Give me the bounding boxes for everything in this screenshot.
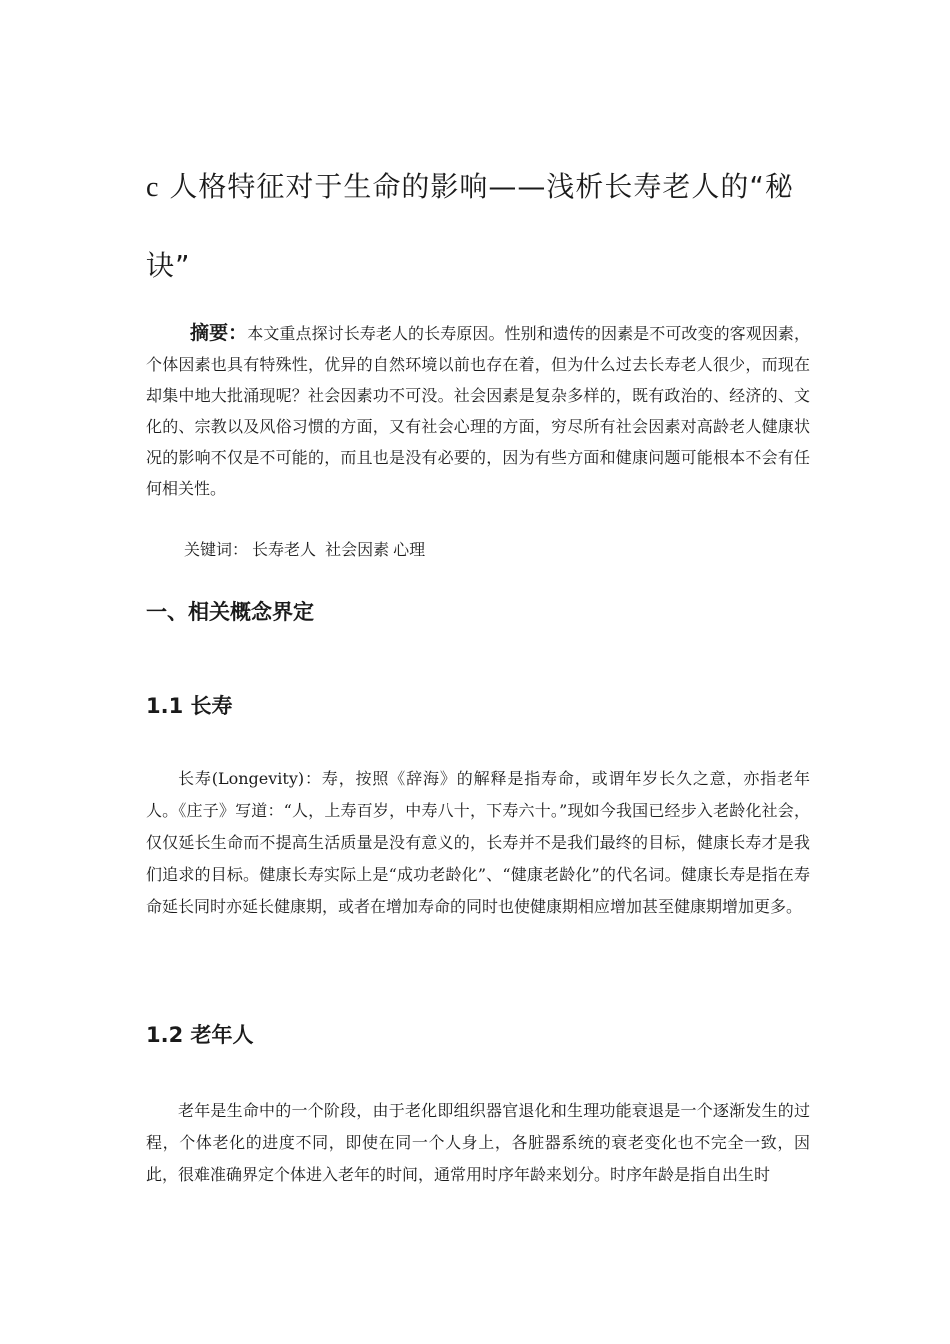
abstract-text: 本文重点探讨长寿老人的长寿原因。性别和遗传的因素是不可改变的客观因素，个体因素也具有特殊性，优异的自然环境以前也存在着，但为什么过去长寿老人很少，而现在却集中地大批涌现呢？社会因素功不可没。社会因素是复杂多样的，既有政治的、经济的、文化的、宗教以及风俗习惯的方面，又有社会心理的方面，穷尽所有社会因素对高龄老人健康状况的影响不仅是不可能的，而且也是没有必要的，因为有些方面和健康问题可能根本不会有任何相关性。 [146,324,810,498]
section-heading-1: 一、相关概念界定 [146,600,314,624]
subsection-heading-1-2: 1.2 老年人 [146,1023,254,1047]
title-prefix: c [146,172,160,203]
keyword-item: 长寿老人 [252,540,317,559]
paragraph-elderly: 老年是生命中的一个阶段，由于老化即组织器官退化和生理功能衰退是一个逐渐发生的过程，个体老化的进度不同，即使在同一个人身上，各脏器系统的衰老变化也不完全一致，因此，很难准确界定个体进入老年的时间，通常用时序年龄来划分。时序年龄是指自出生时 [146,1101,810,1184]
paragraph-longevity: 长寿(Longevity)：寿，按照《辞海》的解释是指寿命，或谓年岁长久之意，亦指老年人。《庄子》写道：“人，上寿百岁，中寿八十，下寿六十。”现如今我国已经步入老龄化社会，仅仅延长生命而不提高生活质量是没有意义的，长寿并不是我们最终的目标，健康长寿才是我们追求的目标。健康长寿实际上是“成功老龄化”、“健康老龄化”的代名词。健康长寿是指在寿命延长同时亦延长健康期，或者在增加寿命的同时也使健康期相应增加甚至健康期增加更多。 [146,769,810,916]
document-title [146,148,810,305]
abstract-paragraph [146,318,810,504]
keyword-item: 社会因素 [325,540,390,559]
subsection-heading-1-1: 1.1 长寿 [146,694,233,718]
keyword-item: 心理 [393,540,426,559]
title-text: 人格特征对于生命的影响——浅析长寿老人的“秘诀” [146,170,794,282]
keywords-label: 关键词： [184,540,249,559]
keywords-line [184,536,429,564]
abstract-label: 摘要： [190,322,248,344]
